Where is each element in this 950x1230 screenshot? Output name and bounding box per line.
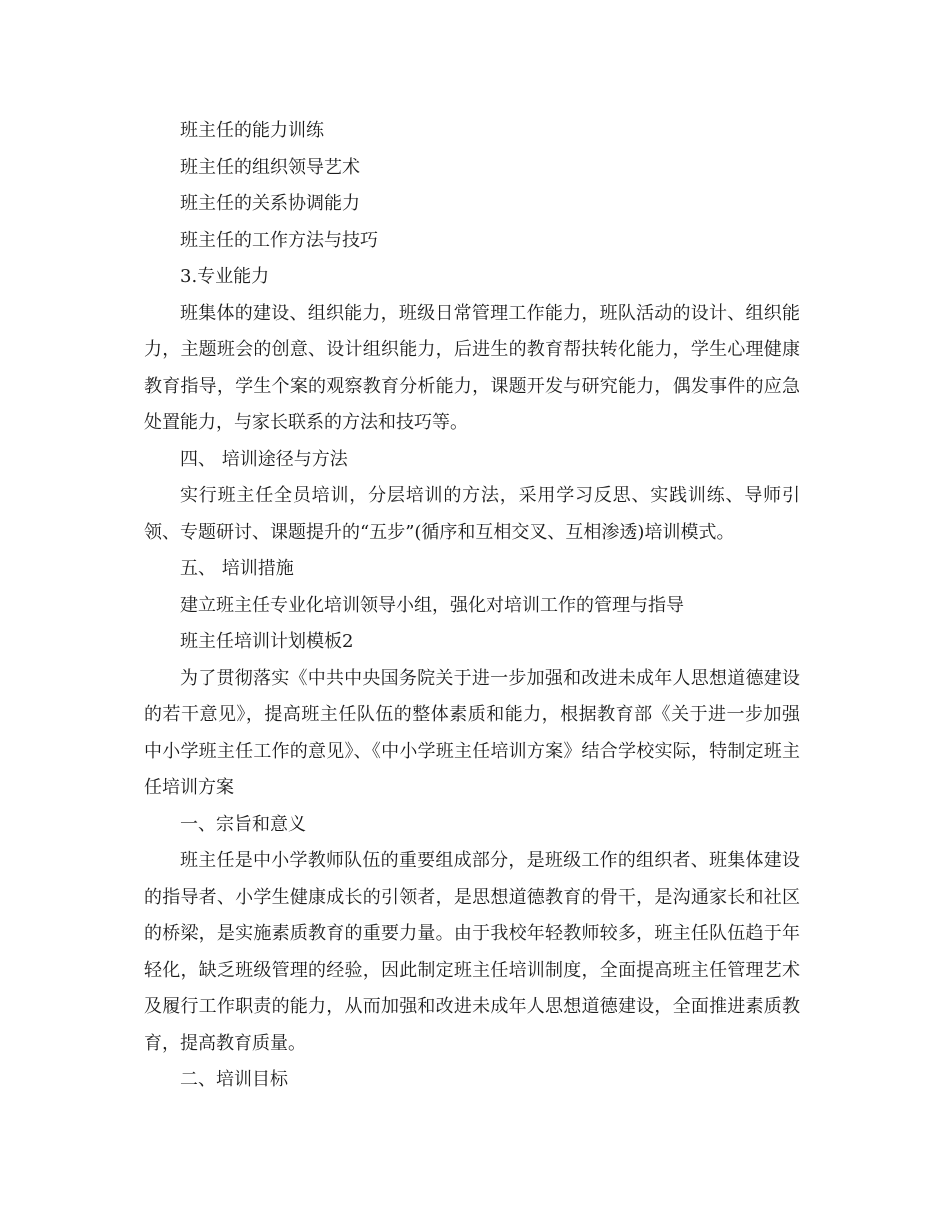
heading-training-approach: 四、 培训途径与方法 [180,448,348,470]
heading-professional-ability: 3.专业能力 [180,266,270,287]
paragraph-training-measures-detail: 建立班主任专业化培训领导小组，强化对培训工作的管理与指导 [180,594,684,616]
document-body [144,113,800,1099]
heading-training-goals: 二、培训目标 [180,1069,288,1090]
paragraph-purpose-significance-detail: 班主任是中小学教师队伍的重要组成部分，是班级工作的组织者、班集体建设的指导者、小学生健康成长的引领者，是思想道德教育的骨干，是沟通家长和社区的桥梁，是实施素质教育的重要力量。由于我校年轻教师较多，班主任队伍趋于年轻化，缺乏班级管理的经验，因此制定班主任培训制度，全面提高班主任管理艺术及履行工作职责的能力，从而加强和改进未成年人思想道德建设，全面推进素质教育，提高教育质量。 [144,850,800,1054]
paragraph-professional-ability-detail: 班集体的建设、组织能力，班级日常管理工作能力，班队活动的设计、组织能力，主题班会的创意、设计组织能力，后进生的教育帮扶转化能力，学生心理健康教育指导，学生个案的观察教育分析能力，课题开发与研究能力，偶发事件的应急处置能力，与家长联系的方法和技巧等。 [144,302,800,433]
paragraph-template-2-intro: 为了贯彻落实《中共中央国务院关于进一步加强和改进未成年人思想道德建设的若干意见》，提高班主任队伍的整体素质和能力，根据教育部《关于进一步加强中小学班主任工作的意见》、《中小学班主任培训方案》结合学校实际，特制定班主任培训方案 [144,667,800,798]
paragraph-coordination-ability: 班主任的关系协调能力 [180,193,360,214]
paragraph-ability-training: 班主任的能力训练 [180,120,324,141]
paragraph-training-approach-detail: 实行班主任全员培训，分层培训的方法，采用学习反思、实践训练、导师引领、专题研讨、课题提升的“五步”(循序和互相交叉、互相渗透)培训模式。 [144,485,800,543]
paragraph-leadership-art: 班主任的组织领导艺术 [180,156,360,178]
heading-purpose-significance: 一、宗旨和意义 [180,813,306,835]
heading-template-2: 班主任培训计划模板2 [180,631,354,652]
paragraph-work-methods: 班主任的工作方法与技巧 [180,229,378,251]
heading-training-measures: 五、 培训措施 [180,558,294,579]
